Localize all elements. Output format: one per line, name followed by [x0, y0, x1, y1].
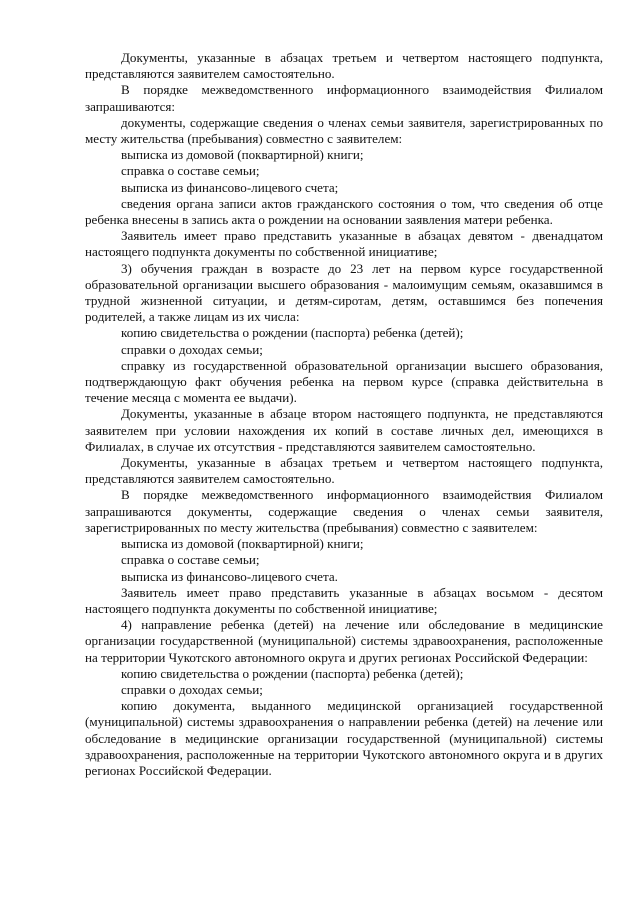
paragraph: В порядке межведомственного информационного взаимодействия Филиалом запрашиваются документы, содержащие сведения о членах семьи заявителя, зарегистрированных по месту жительства (пребывания) совместно с заявителем: [85, 487, 603, 535]
paragraph: сведения органа записи актов гражданского состояния о том, что сведения об отце ребенка внесены в запись акта о рождении на основании заявления матери ребенка. [85, 195, 603, 228]
document-page [85, 50, 603, 779]
paragraph: Документы, указанные в абзацах третьем и четвертом настоящего подпункта, представляются заявителем самостоятельно. [85, 455, 603, 487]
paragraph: документы, содержащие сведения о членах семьи заявителя, зарегистрированных по месту жительства (пребывания) совместно с заявителем: [85, 114, 603, 147]
paragraph: 4) направление ребенка (детей) на лечение или обследование в медицинские организации государственной (муниципальной) системы здравоохранения, расположенные на территории Чукотского автономного округа и других регионах Российской Федерации: [85, 617, 603, 665]
paragraph: справка о составе семьи; [121, 163, 260, 179]
paragraph: справка о составе семьи; [121, 552, 260, 568]
paragraph: Заявитель имеет право представить указанные в абзацах восьмом - десятом настоящего подпункта документы по собственной инициативе; [85, 584, 603, 616]
paragraph: копию свидетельства о рождении (паспорта) ребенка (детей); [121, 325, 464, 341]
paragraph: копию документа, выданного медицинской организацией государственной (муниципальной) системы здравоохранения о направлении ребенка (детей) на лечение или обследование в медицинские организации государственной (муниципальной) системы здравоохранения, расположенные на территории Чукотского автономного округа и в других регионах Российской Федерации. [85, 698, 603, 778]
paragraph: выписка из домовой (поквартирной) книги; [121, 536, 364, 552]
paragraph: выписка из финансово-лицевого счета; [121, 179, 339, 195]
paragraph: справки о доходах семьи; [121, 681, 263, 697]
paragraph: Документы, указанные в абзацах третьем и четвертом настоящего подпункта, представляются заявителем самостоятельно. [85, 50, 603, 82]
paragraph: справку из государственной образовательной организации высшего образования, подтверждающую факт обучения ребенка на первом курсе (справка действительна в течение месяца с момента ее выдачи). [85, 357, 603, 406]
paragraph: 3) обучения граждан в возрасте до 23 лет на первом курсе государственной образовательной организации высшего образования - малоимущим семьям, оказавшимся в трудной жизненной ситуации, и детям-сиротам, детям, оставшимся без попечения родителей, а также лицам из их числа: [85, 260, 603, 325]
paragraph: выписка из финансово-лицевого счета. [121, 568, 338, 584]
paragraph: копию свидетельства о рождении (паспорта) ребенка (детей); [121, 665, 464, 681]
paragraph: Документы, указанные в абзаце втором настоящего подпункта, не представляются заявителем при условии нахождения их копий в составе личных дел, имеющихся в Филиалах, в случае их отсутствия - представляются заявителем самостоятельно. [85, 406, 603, 454]
paragraph: справки о доходах семьи; [121, 341, 263, 357]
paragraph: Заявитель имеет право представить указанные в абзацах девятом - двенадцатом настоящего подпункта документы по собственной инициативе; [85, 228, 603, 260]
paragraph: В порядке межведомственного информационного взаимодействия Филиалом запрашиваются: [85, 82, 603, 114]
paragraph: выписка из домовой (поквартирной) книги; [121, 147, 364, 163]
